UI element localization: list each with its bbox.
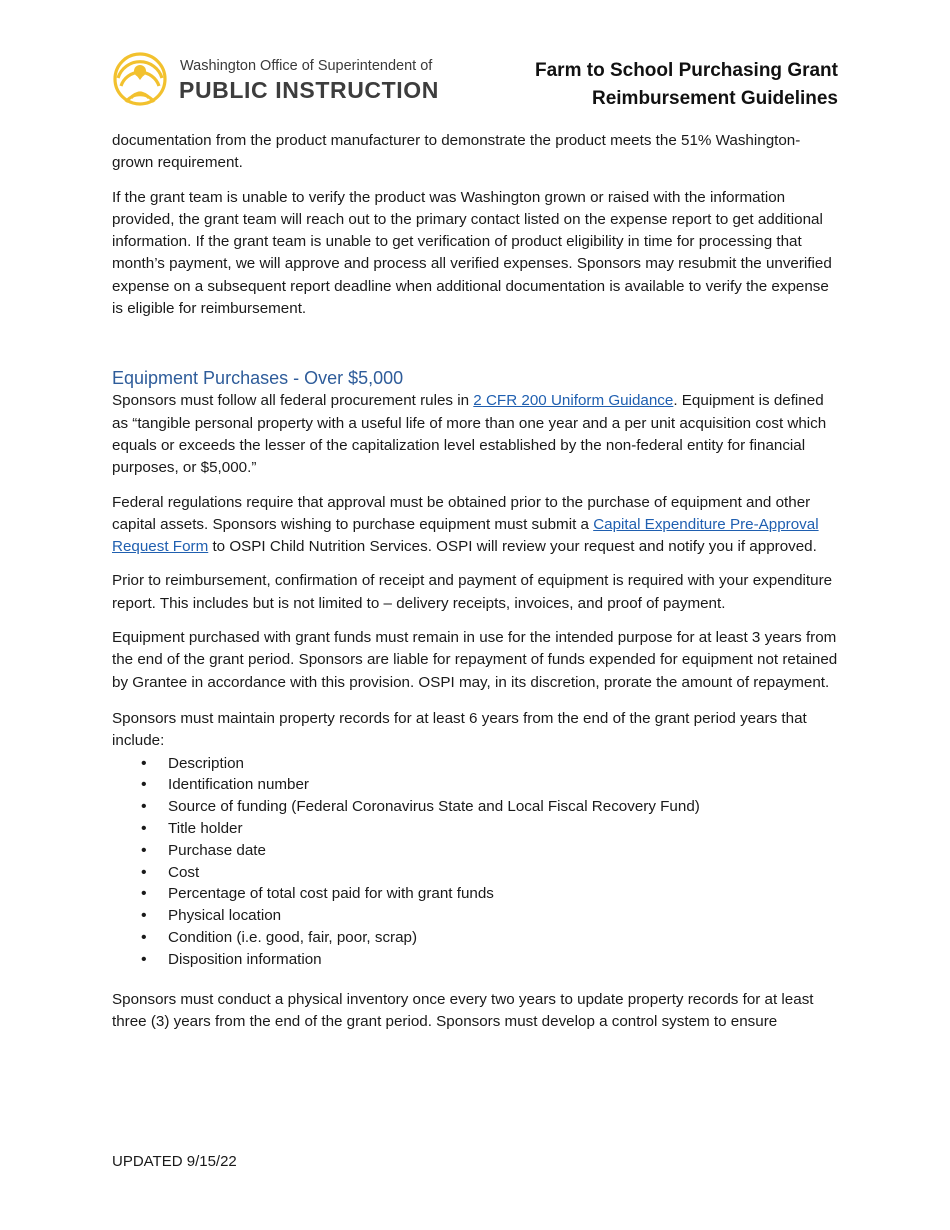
- paragraph-property-records: Sponsors must maintain property records for at least 6 years from the end of the grant period years that include:: [112, 709, 807, 750]
- procurement-text-post: . Equipment is defined as “tangible personal property with a useful life of more than one year and a per unit acquisition cost which equals or exceeds the lesser of the capitalization level established by the non-federal entity for financial purposes, or $5,000.”: [112, 392, 827, 477]
- org-name-line2: PUBLIC INSTRUCTION: [179, 77, 439, 103]
- uniform-guidance-link[interactable]: 2 CFR 200 Uniform Guidance: [473, 392, 674, 410]
- footer-updated-date: UPDATED 9/15/22: [112, 1153, 237, 1170]
- page-header: [112, 50, 838, 112]
- list-item: • Percentage of total cost paid for with grant funds: [168, 883, 840, 905]
- document-title: [535, 57, 838, 113]
- list-item: • Description: [168, 753, 840, 775]
- ospi-logo-icon: [112, 50, 168, 108]
- paragraph-verification: If the grant team is unable to verify the product was Washington grown or raised with the information provided, the grant team will reach out to the primary contact listed on the expense report to get additional information. If the grant team is unable to get verification of product eligibility in time for processing that month’s payment, we will approve and process all verified expenses. Sponsors may resubmit the unverified expense on a subsequent report deadline when additional documentation is available to verify the expense is eligible for reimbursement.: [112, 188, 832, 318]
- approval-text-post: to OSPI Child Nutrition Services. OSPI will review your request and notify you if approved.: [208, 538, 817, 556]
- list-item: • Title holder: [168, 818, 840, 840]
- approval-text-pre: Federal regulations require that approval must be obtained prior to the purchase of equipment and other capital assets. Sponsors wishing to purchase equipment must submit a: [112, 493, 811, 533]
- procurement-text-pre: Sponsors must follow all federal procurement rules in: [112, 392, 474, 410]
- paragraph-procurement-rules: [112, 390, 840, 479]
- list-item: • Purchase date: [168, 840, 840, 862]
- paragraph-documentation: documentation from the product manufacturer to demonstrate the product meets the 51% Washington-grown requirement.: [112, 132, 801, 172]
- paragraph-reimbursement: Prior to reimbursement, confirmation of receipt and payment of equipment is required with your expenditure report. This includes but is not limited to – delivery receipts, invoices, and proof of payment.: [112, 572, 833, 612]
- document-body: [112, 130, 840, 1045]
- list-item: • Disposition information: [168, 949, 840, 971]
- list-item: • Source of funding (Federal Coronavirus State and Local Fiscal Recovery Fund): [168, 796, 840, 818]
- org-name-line1: Washington Office of Superintendent of: [180, 58, 433, 74]
- document-title-line2: Reimbursement Guidelines: [591, 88, 838, 109]
- list-item: • Cost: [168, 862, 840, 884]
- property-record-list: [112, 753, 840, 971]
- paragraph-inventory: Sponsors must conduct a physical inventory once every two years to update property records for at least three (3) years from the end of the grant period. Sponsors must develop a control system to ensure: [112, 990, 814, 1030]
- list-item: • Identification number: [168, 774, 840, 796]
- section-heading-equipment: Equipment Purchases - Over $5,000: [112, 368, 404, 389]
- document-title-line1: Farm to School Purchasing Grant: [535, 60, 838, 81]
- list-item: • Condition (i.e. good, fair, poor, scrap): [168, 927, 840, 949]
- list-item: • Physical location: [168, 905, 840, 927]
- paragraph-equipment-use: Equipment purchased with grant funds must remain in use for the intended purpose for at least 3 years from the end of the grant period. Sponsors are liable for repayment of funds expended for equipment not retained by Grantee in accordance with this provision. OSPI may, in its discretion, prorate the amount of repayment.: [112, 629, 838, 691]
- paragraph-approval: [112, 492, 840, 559]
- capital-expenditure-form-link[interactable]: Capital Expenditure Pre-Approval Request Form: [112, 515, 819, 556]
